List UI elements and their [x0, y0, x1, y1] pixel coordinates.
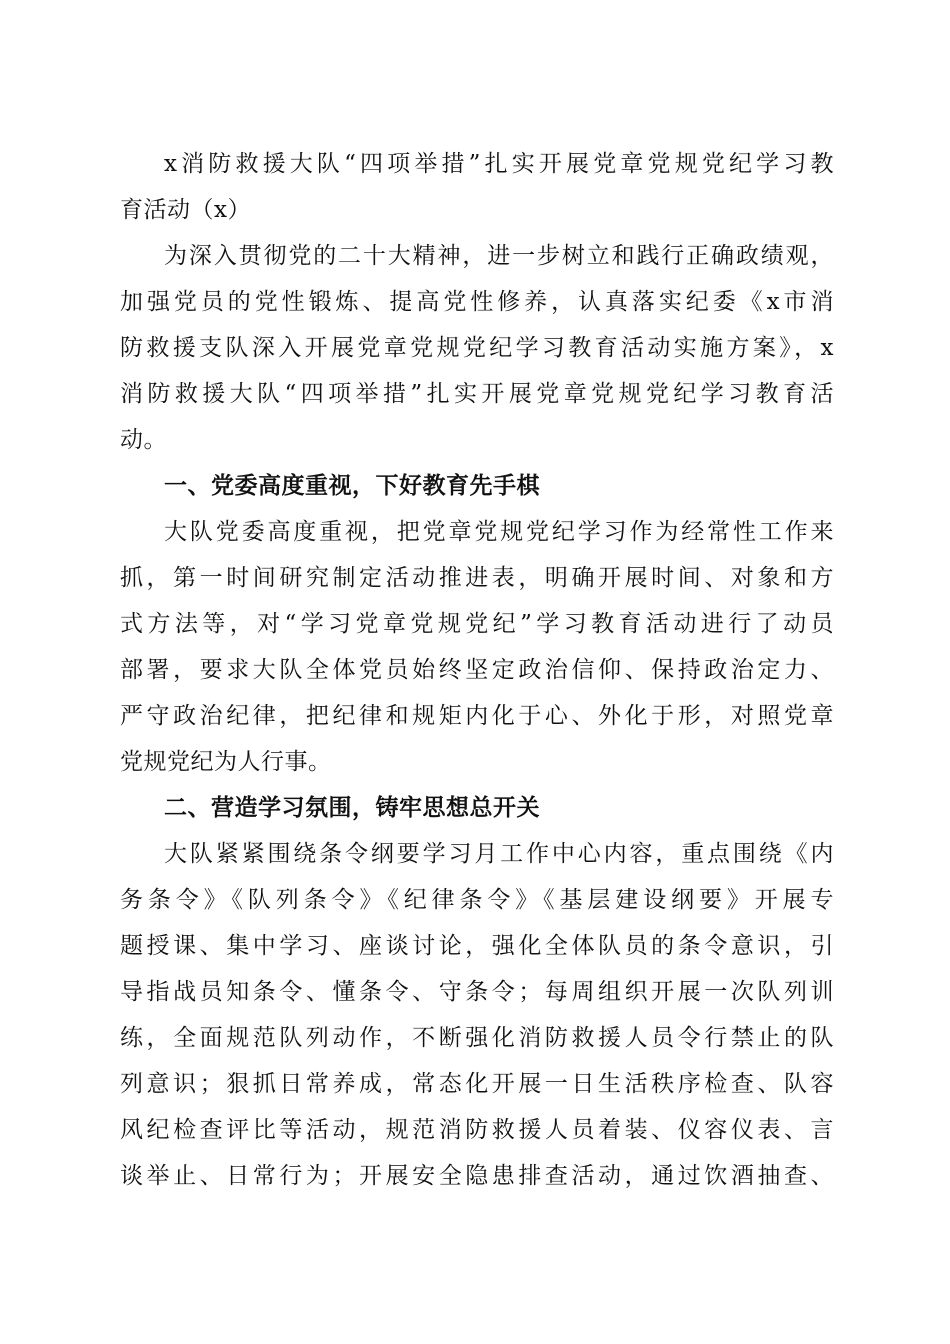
title-line-2: 育活动（x）	[120, 197, 251, 223]
intro-line: 动。	[120, 427, 167, 453]
section-2-line: 务条令》《队列条令》《纪律条令》《基层建设纲要》开展专	[120, 887, 834, 913]
title-line-1: x消防救援大队“四项举措”扎实开展党章党规党纪学习教	[164, 151, 834, 177]
section-2-line: 列意识；狠抓日常养成，常态化开展一日生活秩序检查、队容	[120, 1071, 834, 1097]
section-1-line: 严守政治纪律，把纪律和规矩内化于心、外化于形，对照党章	[120, 703, 834, 729]
intro-line: 消防救援大队“四项举措”扎实开展党章党规党纪学习教育活	[120, 381, 834, 407]
section-2-line: 谈举止、日常行为；开展安全隐患排查活动，通过饮酒抽查、	[120, 1163, 834, 1189]
section-2-heading: 二、营造学习氛围，铸牢思想总开关	[164, 795, 540, 821]
intro-line: 为深入贯彻党的二十大精神，进一步树立和践行正确政绩观，	[164, 243, 834, 269]
section-1-line: 大队党委高度重视，把党章党规党纪学习作为经常性工作来	[164, 519, 834, 545]
section-1-line: 式方法等，对“学习党章党规党纪”学习教育活动进行了动员	[120, 611, 834, 637]
section-1-line: 抓，第一时间研究制定活动推进表，明确开展时间、对象和方	[120, 565, 834, 591]
section-2-line: 风纪检查评比等活动，规范消防救援人员着装、仪容仪表、言	[120, 1117, 834, 1143]
intro-line: 加强党员的党性锻炼、提高党性修养，认真落实纪委《x市消	[120, 289, 834, 315]
intro-line: 防救援支队深入开展党章党规党纪学习教育活动实施方案》，x	[120, 335, 834, 361]
section-2-line: 大队紧紧围绕条令纲要学习月工作中心内容，重点围绕《内	[164, 841, 834, 867]
section-2-line: 题授课、集中学习、座谈讨论，强化全体队员的条令意识，引	[120, 933, 834, 959]
section-1-line: 部署，要求大队全体党员始终坚定政治信仰、保持政治定力、	[120, 657, 834, 683]
section-1-heading: 一、党委高度重视，下好教育先手棋	[164, 473, 540, 499]
section-2-line: 导指战员知条令、懂条令、守条令；每周组织开展一次队列训	[120, 979, 834, 1005]
section-2-line: 练，全面规范队列动作，不断强化消防救援人员令行禁止的队	[120, 1025, 834, 1051]
section-1-line: 党规党纪为人行事。	[120, 749, 332, 775]
